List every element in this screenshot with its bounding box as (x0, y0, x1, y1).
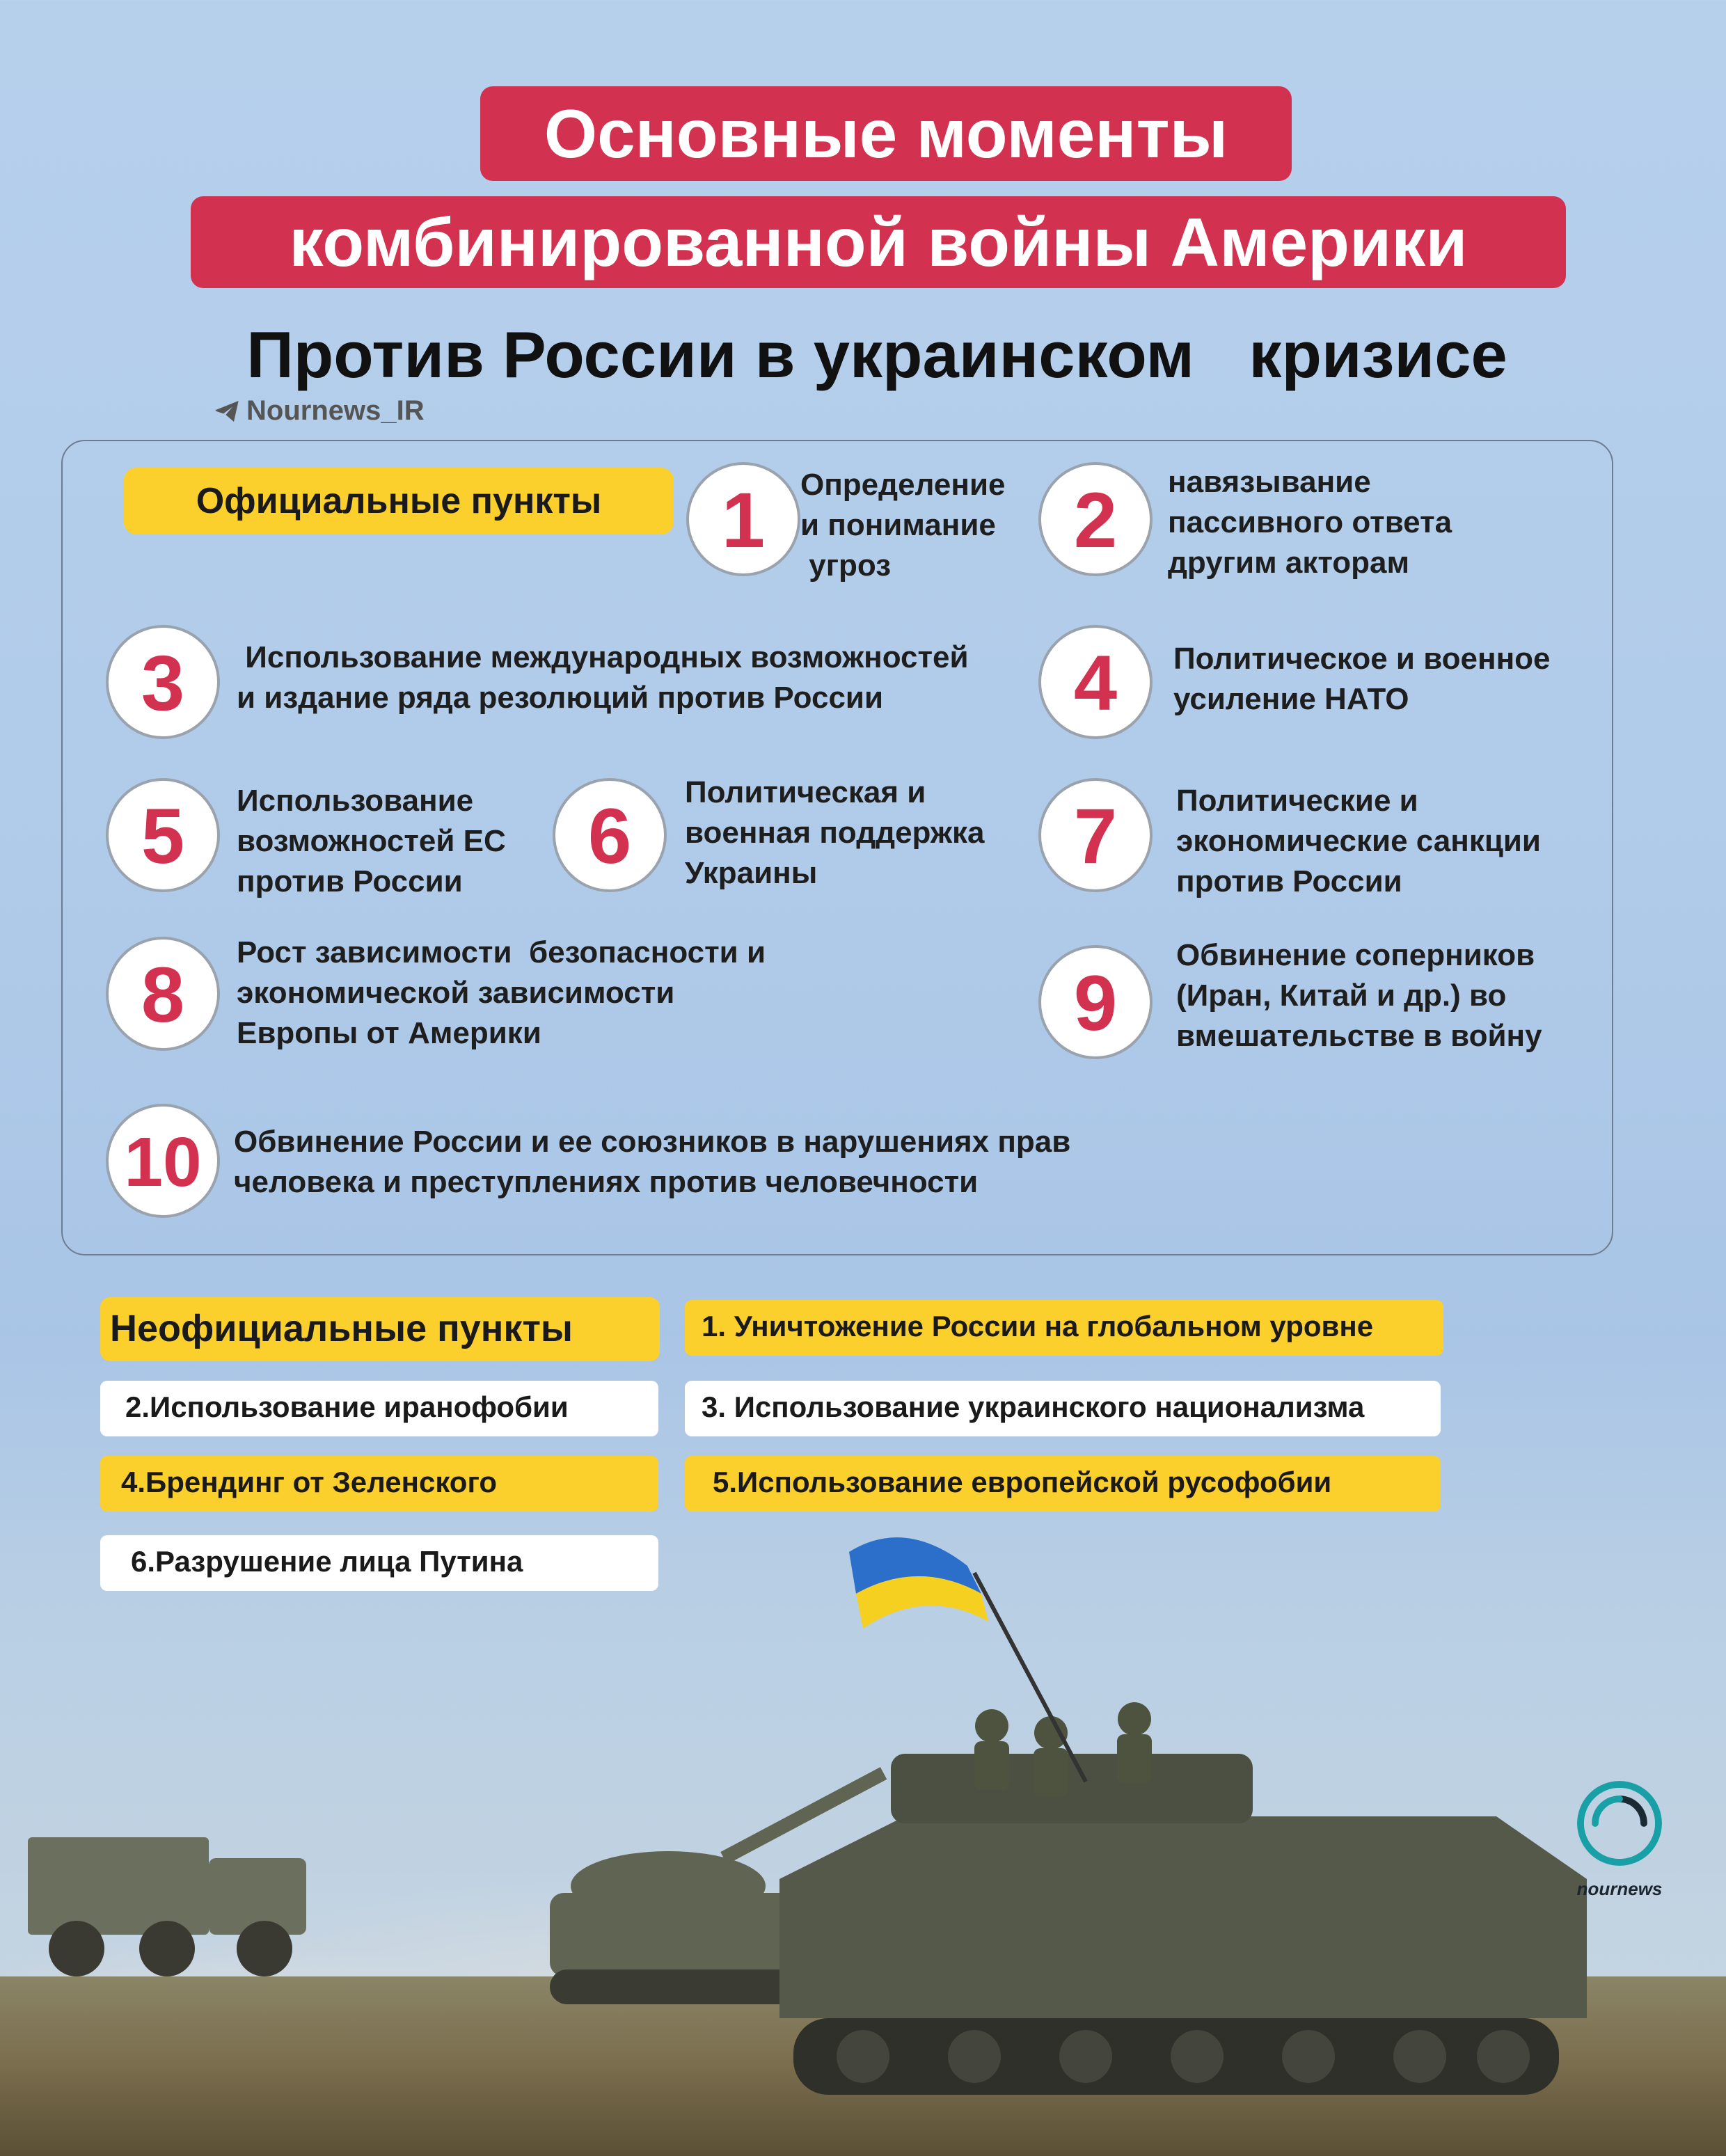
unofficial-item-2: 2.Использование иранофобии (100, 1381, 658, 1436)
unofficial-item-4: 4.Брендинг от Зеленского (100, 1456, 658, 1512)
item-number-8: 8 (106, 937, 220, 1051)
item-text-9: Обвинение соперников (Иран, Китай и др.) во вмешательстве в войну (1176, 938, 1542, 1053)
title-line-1: Основные моменты (480, 86, 1292, 181)
truck-silhouette (28, 1837, 306, 1976)
unofficial-item-5: 5.Использование европейской русофобии (685, 1456, 1441, 1512)
item-number-2: 2 (1038, 462, 1153, 576)
nournews-logo (1567, 1775, 1672, 1900)
item-text-1: Определение и понимание угроз (800, 468, 1006, 582)
item-number-3: 3 (106, 625, 220, 739)
item-number-1: 1 (686, 462, 800, 576)
military-scene-illustration (0, 1489, 1726, 2156)
unofficial-item-3: 3. Использование украинского национализма (685, 1381, 1441, 1436)
logo-wordmark: nournews (1576, 1878, 1663, 1899)
item-text-2: навязывание пассивного ответа другим акторам (1168, 465, 1452, 580)
unofficial-points-label: Неофициальные пункты (100, 1297, 660, 1361)
item-text-6: Политическая и военная поддержка Украины (685, 775, 985, 890)
item-text-5: Использование возможностей ЕС против России (237, 784, 506, 898)
item-text-4: Политическое и военное усиление НАТО (1173, 642, 1551, 716)
unofficial-item-1: 1. Уничтожение России на глобальном уровне (685, 1300, 1443, 1356)
item-number-7: 7 (1038, 778, 1153, 892)
unofficial-item-6: 6.Разрушение лица Путина (100, 1535, 658, 1591)
nournews-logo-icon (1571, 1775, 1668, 1872)
item-number-4: 4 (1038, 625, 1153, 739)
item-number-9: 9 (1038, 945, 1153, 1059)
title-line-2: комбинированной войны Америки (191, 196, 1566, 288)
source-credit (213, 395, 425, 427)
subtitle: Против России в украинском кризисе (246, 318, 1507, 391)
apc-silhouette (779, 1702, 1587, 2095)
item-number-5: 5 (106, 778, 220, 892)
telegram-icon (213, 397, 241, 425)
official-points-label: Официальные пункты (124, 468, 674, 534)
item-number-10: 10 (106, 1104, 220, 1218)
item-text-10: Обвинение России и ее союзников в нарушениях прав человека и преступлениях против человечности (234, 1125, 1071, 1199)
item-text-8: Рост зависимости безопасности и экономической зависимости Европы от Америки (237, 935, 766, 1050)
item-number-6: 6 (553, 778, 667, 892)
item-text-3: Использование международных возможностей и издание ряда резолюций против России (237, 640, 969, 715)
item-text-7: Политические и экономические санкции против России (1176, 784, 1541, 898)
source-handle: Nournews_IR (246, 395, 425, 426)
